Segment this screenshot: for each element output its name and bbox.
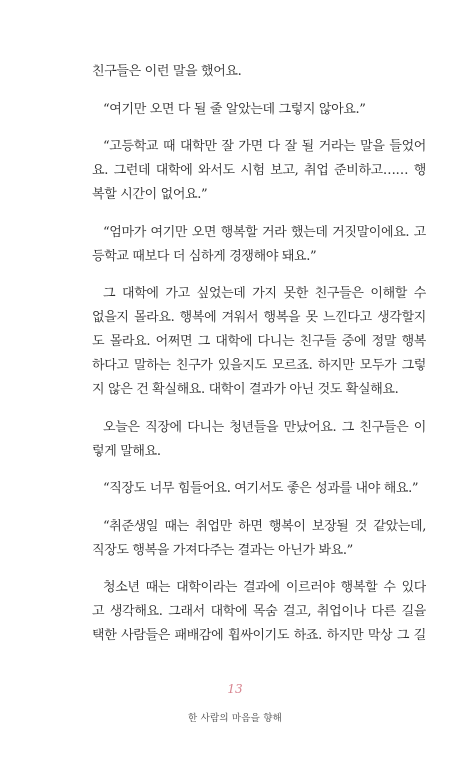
page-number: 13	[227, 682, 243, 696]
text-line: 오늘은 직장에 다니는 청년들을 만났어요. 그 친구들은 이	[103, 419, 426, 435]
text-line: 요. 그런데 대학에 와서도 시험 보고, 취업 준비하고…… 행	[92, 163, 426, 178]
text-line: “엄마가 여기만 오면 행복할 거라 했는데 거짓말이에요. 고	[103, 224, 426, 240]
text-line: “여기만 오면 다 될 줄 알았는데 그렇지 않아요.”	[103, 101, 366, 117]
text-line: 친구들은 이런 말을 했어요.	[92, 64, 242, 79]
text-line: 그 대학에 가고 싶었는데 가지 못한 친구들은 이해할 수	[103, 286, 426, 301]
text-line: 택한 사람들은 패배감에 휩싸이기도 하죠. 하지만 막상 그 길	[92, 628, 426, 643]
text-line: 하다고 말하는 친구가 있을지도 모르죠. 하지만 모두가 그렇	[92, 358, 426, 373]
text-line: “직장도 너무 힘들어요. 여기서도 좋은 성과를 내야 해요.”	[103, 481, 419, 496]
text-line: 지 않은 건 확실해요. 대학이 결과가 아닌 것도 확실해요.	[92, 382, 399, 397]
body-text	[92, 64, 426, 652]
text-line: 없을지 몰라요. 행복에 겨워서 행복을 못 느낀다고 생각할지	[92, 310, 426, 325]
text-line: “고등학교 때 대학만 잘 가면 다 잘 될 거라는 말을 들었어	[103, 139, 426, 154]
text-line: “취준생일 때는 취업만 하면 행복이 보장될 것 같았는데,	[103, 518, 426, 534]
text-line: 고 생각해요. 그래서 대학에 목숨 걸고, 취업이나 다른 길을	[92, 604, 426, 619]
text-line: 복할 시간이 없어요.”	[92, 187, 208, 202]
text-line: 직장도 행복을 가져다주는 결과는 아닌가 봐요.”	[92, 542, 353, 558]
text-line: 등학교 때보다 더 심하게 경쟁해야 돼요.”	[92, 248, 317, 264]
text-line: 도 몰라요. 어쩌면 그 대학에 다니는 친구들 중에 정말 행복	[92, 334, 426, 349]
text-line: 청소년 때는 대학이라는 결과에 이르러야 행복할 수 있다	[103, 580, 426, 595]
text-line: 렇게 말해요.	[92, 443, 161, 459]
running-title: 한 사람의 마음을 향해	[187, 713, 283, 724]
